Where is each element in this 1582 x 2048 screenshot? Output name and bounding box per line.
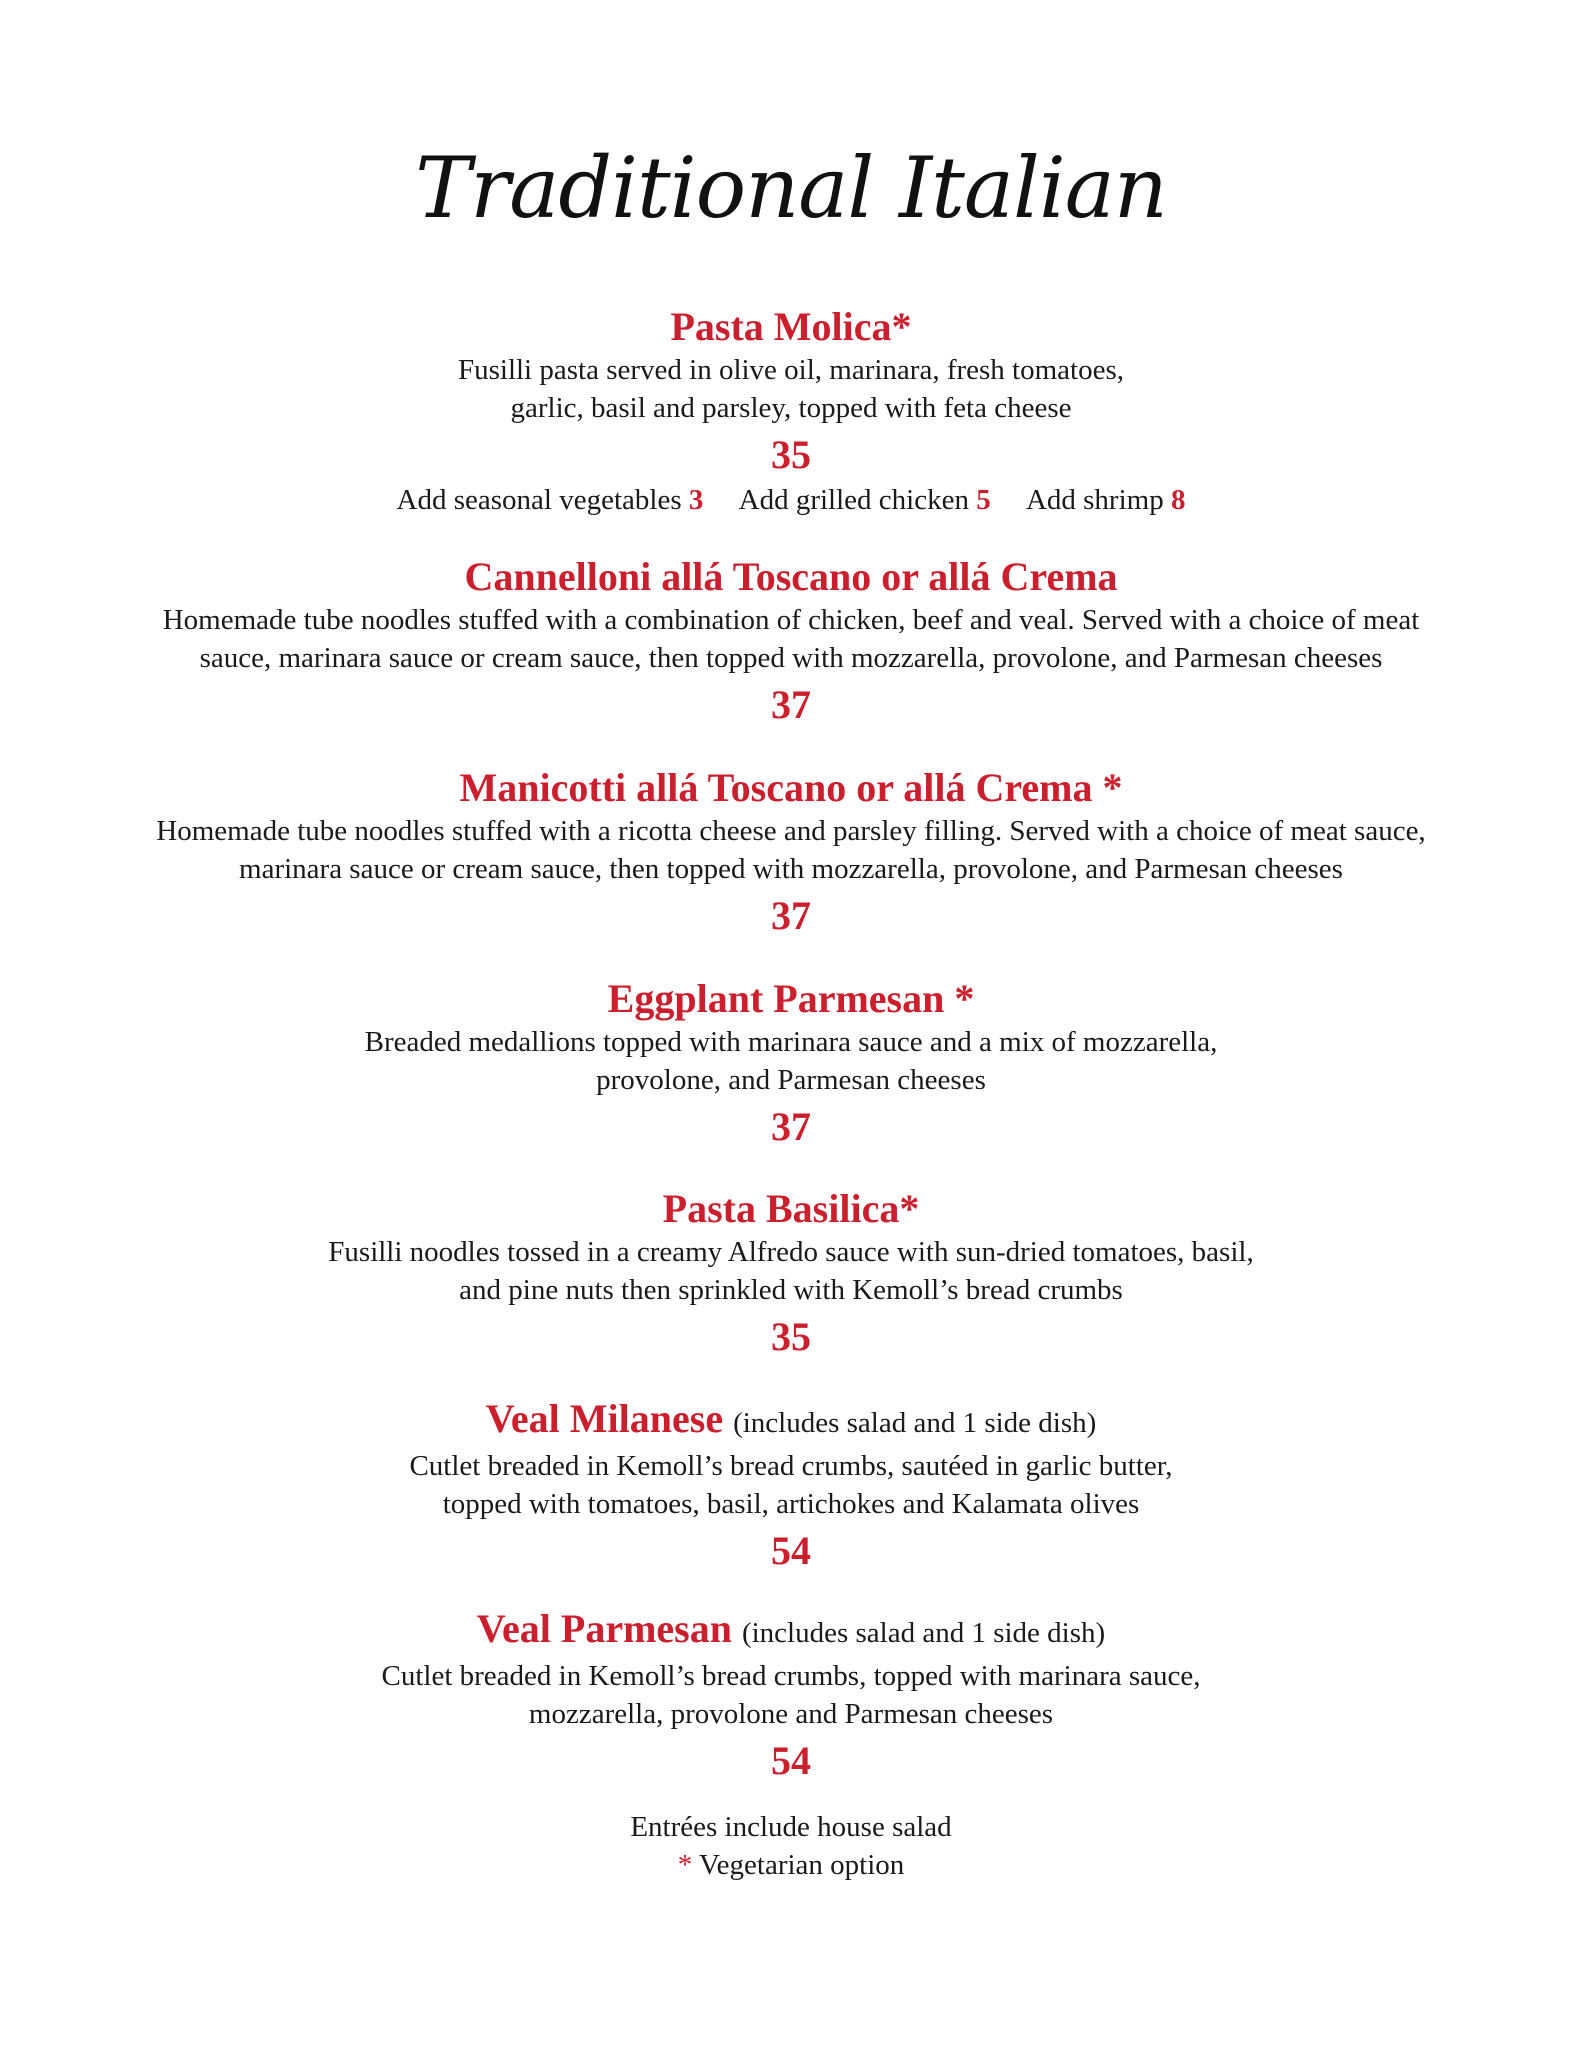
item-description-line: garlic, basil and parsley, topped with feta cheese xyxy=(510,392,1072,424)
addon-options xyxy=(0,481,1582,519)
item-description-line: Homemade tube noodles stuffed with a combination of chicken, beef and veal. Served with a choice of meat xyxy=(162,604,1420,636)
addon-label: Add shrimp xyxy=(1025,484,1164,516)
vegetarian-label: Vegetarian option xyxy=(698,1849,905,1881)
addon-chicken xyxy=(739,484,991,516)
item-description-line: Breaded medallions topped with marinara sauce and a mix of mozzarella, xyxy=(364,1026,1218,1058)
item-name xyxy=(0,1605,1582,1657)
item-name xyxy=(0,764,1582,812)
vegetarian-star: * xyxy=(677,1849,693,1881)
menu-footer xyxy=(0,1808,1582,1884)
item-price: 35 xyxy=(771,432,811,477)
item-name xyxy=(0,553,1582,601)
item-description-line: provolone, and Parmesan cheeses xyxy=(596,1064,986,1096)
addon-label: Add seasonal vegetables xyxy=(396,484,682,516)
item-name-text: Veal Milanese xyxy=(485,1396,724,1441)
menu-item-cannelloni xyxy=(0,553,1582,731)
menu-item-pasta-molica xyxy=(0,303,1582,519)
addon-label: Add grilled chicken xyxy=(738,484,969,516)
item-name-text: Eggplant Parmesan * xyxy=(607,976,975,1021)
addon-price: 5 xyxy=(976,484,991,516)
addon-shrimp xyxy=(1026,484,1186,516)
menu-item-manicotti xyxy=(0,764,1582,942)
menu-item-veal-milanese xyxy=(0,1395,1582,1577)
item-description-line: marinara sauce or cream sauce, then topped with mozzarella, provolone, and Parmesan cheeses xyxy=(239,853,1343,885)
item-name-text: Pasta Molica* xyxy=(670,304,912,349)
item-description-line: and pine nuts then sprinkled with Kemoll’s bread crumbs xyxy=(459,1274,1123,1306)
item-description-line: mozzarella, provolone and Parmesan cheeses xyxy=(528,1698,1054,1730)
item-name xyxy=(0,1185,1582,1233)
menu-title: Traditional Italian xyxy=(415,139,1167,237)
item-price: 54 xyxy=(771,1738,811,1783)
menu-item-veal-parmesan xyxy=(0,1605,1582,1787)
item-description-line: Cutlet breaded in Kemoll’s bread crumbs, topped with marinara sauce, xyxy=(381,1660,1201,1692)
addon-vegetables xyxy=(397,484,704,516)
footer-vegetarian-note xyxy=(0,1846,1582,1884)
menu-item-pasta-basilica xyxy=(0,1185,1582,1363)
item-description-line: Fusilli pasta served in olive oil, marinara, fresh tomatoes, xyxy=(457,354,1125,386)
item-price: 37 xyxy=(771,1104,811,1149)
item-name xyxy=(0,1395,1582,1447)
item-name-text: Veal Parmesan xyxy=(476,1606,732,1651)
item-name xyxy=(0,303,1582,351)
item-price: 54 xyxy=(771,1528,811,1573)
item-name-text: Pasta Basilica* xyxy=(662,1186,920,1231)
item-description-line: topped with tomatoes, basil, artichokes and Kalamata olives xyxy=(442,1488,1140,1520)
menu-item-eggplant-parmesan xyxy=(0,975,1582,1153)
item-price: 35 xyxy=(771,1314,811,1359)
item-name-text: Manicotti allá Toscano or allá Crema * xyxy=(459,765,1123,810)
item-price: 37 xyxy=(771,893,811,938)
item-note: (includes salad and 1 side dish) xyxy=(733,1407,1097,1439)
item-price: 37 xyxy=(771,682,811,727)
item-description-line: Cutlet breaded in Kemoll’s bread crumbs, sautéed in garlic butter, xyxy=(409,1450,1173,1482)
item-note: (includes salad and 1 side dish) xyxy=(741,1617,1106,1649)
item-name xyxy=(0,975,1582,1023)
item-name-text: Cannelloni allá Toscano or allá Crema xyxy=(464,554,1118,599)
addon-price: 8 xyxy=(1170,484,1186,516)
footer-salad-note: Entrées include house salad xyxy=(630,1811,952,1843)
item-description-line: sauce, marinara sauce or cream sauce, then topped with mozzarella, provolone, and Parmesan cheeses xyxy=(199,642,1383,674)
addon-price: 3 xyxy=(688,484,704,516)
item-description-line: Fusilli noodles tossed in a creamy Alfredo sauce with sun-dried tomatoes, basil, xyxy=(328,1236,1254,1268)
item-description-line: Homemade tube noodles stuffed with a ricotta cheese and parsley filling. Served with a choice of meat sauce, xyxy=(156,815,1426,847)
